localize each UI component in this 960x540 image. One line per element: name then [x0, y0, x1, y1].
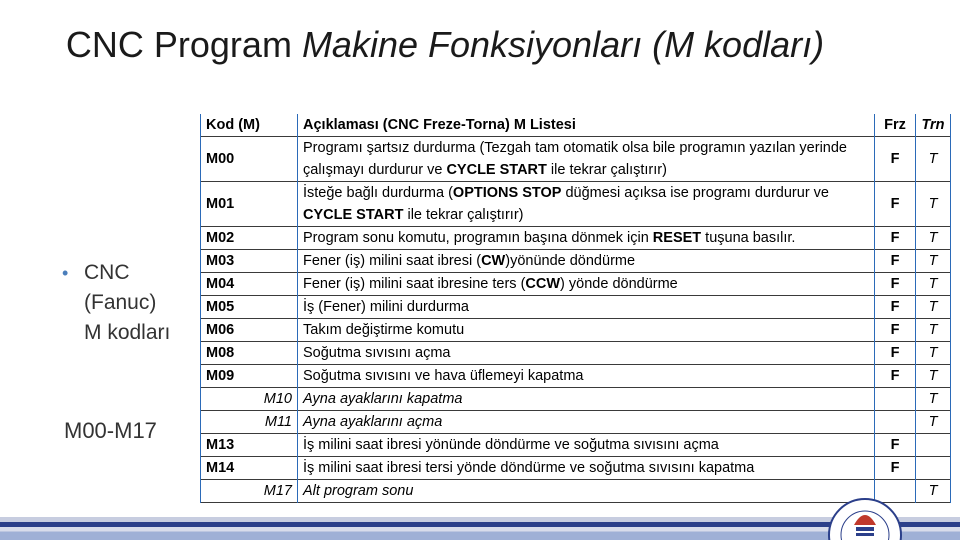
table-row	[201, 342, 951, 365]
table-row	[201, 250, 951, 273]
row-description: Ayna ayaklarını kapatma	[298, 388, 875, 411]
row-code: M00	[201, 137, 298, 182]
bullet-line-3: M kodları	[84, 321, 171, 344]
bullet-line-2: (Fanuc)	[84, 291, 157, 314]
row-description: Takım değiştirme komutu	[298, 319, 875, 342]
table-row	[201, 457, 951, 480]
row-trn	[916, 457, 951, 480]
row-trn: T	[916, 388, 951, 411]
row-description: Program sonu komutu, programın başına dönmek için RESET tuşuna basılır.	[298, 227, 875, 250]
table-row	[201, 182, 951, 227]
row-code: M05	[201, 296, 298, 319]
row-frz: F	[875, 227, 916, 250]
row-code: M13	[201, 434, 298, 457]
bullet-line-1: CNC	[84, 261, 130, 284]
row-trn: T	[916, 227, 951, 250]
slide-title-italic: Makine Fonksiyonları (M kodları)	[301, 24, 825, 65]
header-code: Kod (M)	[201, 114, 298, 137]
table-row	[201, 296, 951, 319]
bullet-list	[62, 258, 202, 348]
row-frz	[875, 388, 916, 411]
row-description: İş milini saat ibresi tersi yönde döndürme ve soğutma sıvısını kapatma	[298, 457, 875, 480]
row-frz: F	[875, 250, 916, 273]
row-description: Programı şartsız durdurma (Tezgah tam otomatik olsa bile programın yazılan yerinde çalışmayı durdurur ve CYCLE START ile tekrar çalıştırır)	[298, 137, 875, 182]
row-frz: F	[875, 296, 916, 319]
row-trn	[916, 434, 951, 457]
row-description: Ayna ayaklarını açma	[298, 411, 875, 434]
row-frz	[875, 411, 916, 434]
row-trn: T	[916, 250, 951, 273]
row-trn: T	[916, 342, 951, 365]
header-frz: Frz	[875, 114, 916, 137]
table-row	[201, 388, 951, 411]
row-code: M17	[201, 480, 298, 503]
header-trn: Trn	[916, 114, 951, 137]
row-frz: F	[875, 319, 916, 342]
slide-title-normal: CNC Program	[65, 24, 302, 65]
university-logo-icon	[826, 495, 904, 540]
row-code: M10	[201, 388, 298, 411]
row-frz: F	[875, 342, 916, 365]
row-frz: F	[875, 434, 916, 457]
row-trn: T	[916, 296, 951, 319]
table-row	[201, 411, 951, 434]
row-trn: T	[916, 411, 951, 434]
row-code: M01	[201, 182, 298, 227]
slide-title	[60, 24, 830, 66]
table-row	[201, 319, 951, 342]
bullet-dot-icon: •	[62, 263, 69, 283]
table-row	[201, 273, 951, 296]
row-description: İş milini saat ibresi yönünde döndürme ve soğutma sıvısını açma	[298, 434, 875, 457]
table-row	[201, 434, 951, 457]
row-trn: T	[916, 273, 951, 296]
row-description: İsteğe bağlı durdurma (OPTIONS STOP düğmesi açıksa ise programı durdurur ve CYCLE START ile tekrar çalıştırır)	[298, 182, 875, 227]
row-frz: F	[875, 457, 916, 480]
row-frz: F	[875, 365, 916, 388]
row-trn: T	[916, 365, 951, 388]
row-description: İş (Fener) milini durdurma	[298, 296, 875, 319]
row-description: Alt program sonu	[298, 480, 875, 503]
row-frz: F	[875, 273, 916, 296]
row-frz: F	[875, 137, 916, 182]
m-codes-table	[200, 114, 951, 503]
row-code: M04	[201, 273, 298, 296]
table-row	[201, 137, 951, 182]
row-trn: T	[916, 137, 951, 182]
row-description: Soğutma sıvısını açma	[298, 342, 875, 365]
row-trn: T	[916, 480, 951, 503]
footer-band	[0, 507, 960, 540]
row-trn: T	[916, 182, 951, 227]
row-description: Fener (iş) milini saat ibresine ters (CCW) yönde döndürme	[298, 273, 875, 296]
row-frz: F	[875, 182, 916, 227]
row-trn: T	[916, 319, 951, 342]
row-code: M11	[201, 411, 298, 434]
bullet-item	[62, 258, 202, 288]
row-code: M02	[201, 227, 298, 250]
table-row	[201, 365, 951, 388]
row-code: M09	[201, 365, 298, 388]
row-code: M08	[201, 342, 298, 365]
row-description: Fener (iş) milini saat ibresi (CW)yönünde döndürme	[298, 250, 875, 273]
header-description: Açıklaması (CNC Freze-Torna) M Listesi	[298, 114, 875, 137]
row-code: M14	[201, 457, 298, 480]
row-code: M03	[201, 250, 298, 273]
row-code: M06	[201, 319, 298, 342]
table-row	[201, 227, 951, 250]
code-range-label: M00-M17	[64, 418, 157, 443]
row-description: Soğutma sıvısını ve hava üflemeyi kapatma	[298, 365, 875, 388]
table-header-row	[201, 114, 951, 137]
